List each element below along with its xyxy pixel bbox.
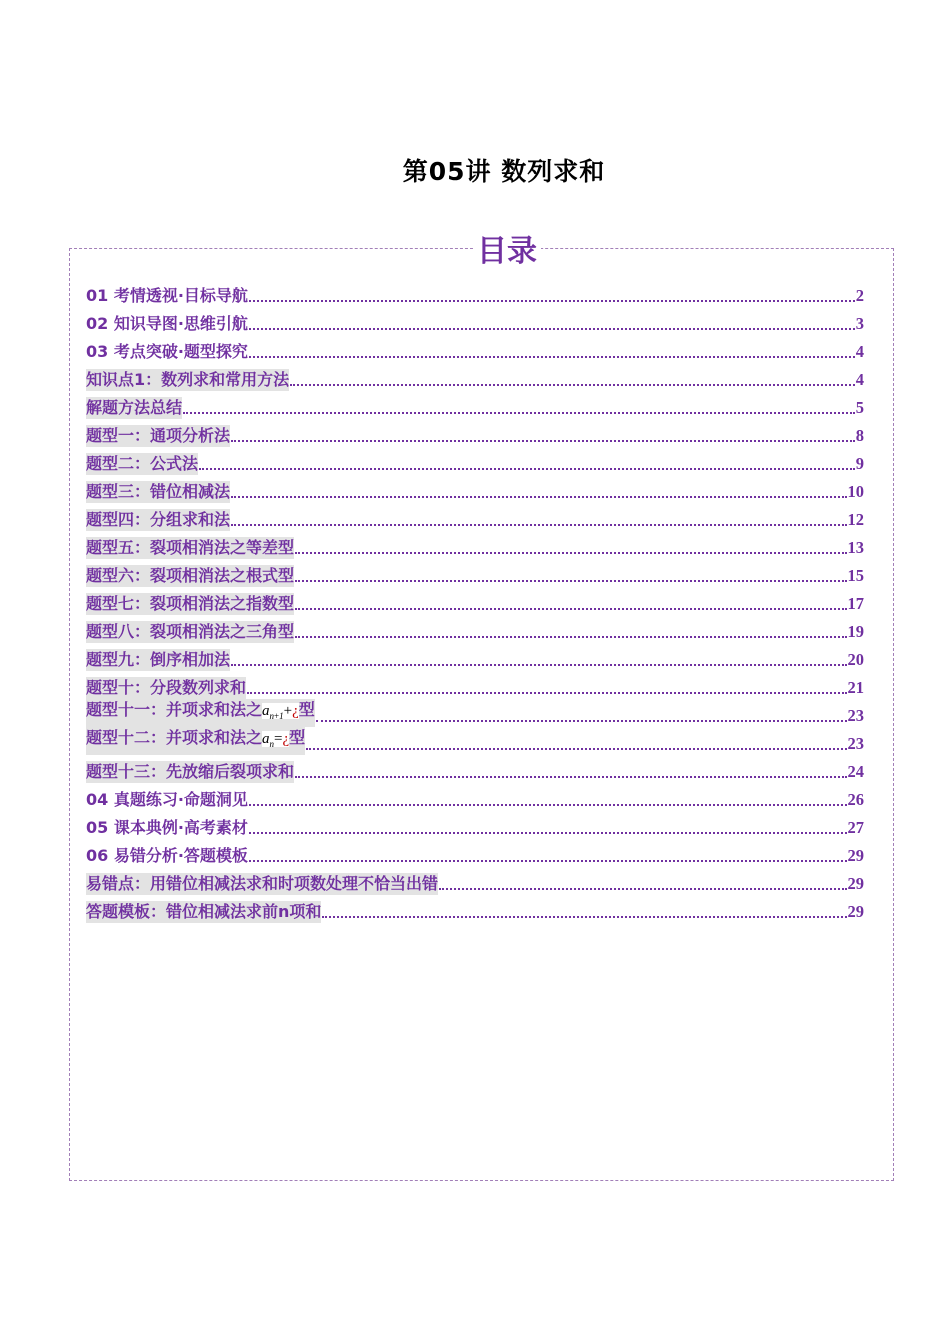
toc-entry-label: 题型三：错位相减法 bbox=[86, 482, 231, 501]
toc-entry-label: 题型十：分段数列求和 bbox=[86, 678, 247, 697]
toc-entry[interactable] bbox=[86, 279, 864, 307]
toc-entry-page: 21 bbox=[847, 678, 864, 697]
toc-list bbox=[86, 279, 864, 923]
toc-leader bbox=[247, 692, 846, 694]
toc-entry[interactable] bbox=[86, 643, 864, 671]
toc-entry-page: 8 bbox=[855, 426, 864, 445]
toc-entry-page: 26 bbox=[847, 790, 864, 809]
toc-entry[interactable] bbox=[86, 447, 864, 475]
toc-entry-page: 15 bbox=[847, 566, 864, 585]
toc-entry-page: 29 bbox=[847, 846, 864, 865]
toc-entry[interactable] bbox=[86, 475, 864, 503]
toc-entry-page: 24 bbox=[847, 762, 864, 781]
toc-entry-label: 答题模板：错位相减法求前n项和 bbox=[86, 902, 322, 921]
toc-leader bbox=[249, 356, 855, 358]
toc-entry-label-prefix: 题型十二：并项求和法之 bbox=[86, 728, 263, 747]
toc-leader bbox=[439, 888, 846, 890]
toc-entry-label: 知识点1：数列求和常用方法 bbox=[86, 370, 290, 389]
toc-entry-page: 23 bbox=[847, 706, 864, 725]
toc-leader bbox=[249, 832, 847, 834]
toc-entry-page: 3 bbox=[855, 314, 864, 333]
toc-entry[interactable] bbox=[86, 363, 864, 391]
toc-leader bbox=[295, 776, 846, 778]
toc-leader bbox=[231, 440, 855, 442]
toc-entry[interactable] bbox=[86, 587, 864, 615]
toc-entry-label: 题型九：倒序相加法 bbox=[86, 650, 231, 669]
toc-entry-label: 04 真题练习·命题洞见 bbox=[86, 790, 248, 809]
toc-entry-page: 23 bbox=[847, 734, 864, 753]
toc-entry-page: 9 bbox=[855, 454, 864, 473]
toc-entry-label: 06 易错分析·答题模板 bbox=[86, 846, 248, 865]
document-title: 第05讲 数列求和 bbox=[402, 157, 606, 186]
toc-leader bbox=[295, 636, 846, 638]
toc-entry[interactable] bbox=[86, 391, 864, 419]
toc-entry-label: 解题方法总结 bbox=[86, 398, 183, 417]
toc-entry-page: 19 bbox=[847, 622, 864, 641]
toc-entry[interactable] bbox=[86, 895, 864, 923]
toc-entry-page: 29 bbox=[847, 902, 864, 921]
toc-entry-page: 2 bbox=[855, 286, 864, 305]
toc-entry-page: 17 bbox=[847, 594, 864, 613]
toc-heading bbox=[0, 234, 950, 270]
toc-leader bbox=[249, 328, 855, 330]
toc-leader bbox=[316, 720, 847, 722]
toc-entry-page: 20 bbox=[847, 650, 864, 669]
toc-leader bbox=[290, 384, 855, 386]
toc-leader bbox=[249, 860, 847, 862]
toc-entry-page: 4 bbox=[855, 370, 864, 389]
toc-leader bbox=[249, 804, 847, 806]
toc-entry-label: 题型四：分组求和法 bbox=[86, 510, 231, 529]
toc-leader bbox=[249, 300, 855, 302]
toc-entry-label: 01 考情透视·目标导航 bbox=[86, 286, 248, 305]
toc-leader bbox=[183, 412, 855, 414]
toc-leader bbox=[295, 608, 846, 610]
toc-entry[interactable] bbox=[86, 755, 864, 783]
toc-entry[interactable] bbox=[86, 307, 864, 335]
toc-entry-page: 5 bbox=[855, 398, 864, 417]
toc-leader bbox=[322, 916, 846, 918]
toc-entry[interactable] bbox=[86, 811, 864, 839]
toc-entry-page: 29 bbox=[847, 874, 864, 893]
toc-leader bbox=[199, 468, 855, 470]
toc-entry-page: 13 bbox=[847, 538, 864, 557]
toc-entry[interactable] bbox=[86, 727, 864, 755]
toc-entry[interactable] bbox=[86, 783, 864, 811]
toc-entry[interactable] bbox=[86, 419, 864, 447]
toc-entry[interactable] bbox=[86, 867, 864, 895]
toc-entry-label: 题型二：公式法 bbox=[86, 454, 199, 473]
toc-leader bbox=[231, 496, 846, 498]
toc-entry[interactable] bbox=[86, 839, 864, 867]
toc-entry-label: 题型十三：先放缩后裂项求和 bbox=[86, 762, 295, 781]
toc-entry-page: 10 bbox=[847, 482, 864, 501]
toc-entry-label: 题型八：裂项相消法之三角型 bbox=[86, 622, 295, 641]
toc-leader bbox=[231, 524, 846, 526]
toc-entry-label: 题型五：裂项相消法之等差型 bbox=[86, 538, 295, 557]
toc-leader bbox=[295, 580, 846, 582]
toc-entry-label: 题型七：裂项相消法之指数型 bbox=[86, 594, 295, 613]
toc-entry[interactable] bbox=[86, 699, 864, 727]
toc-entry-label: 题型六：裂项相消法之根式型 bbox=[86, 566, 295, 585]
toc-heading-text: 目录 bbox=[473, 234, 541, 269]
toc-entry-label-suffix: 型 bbox=[298, 700, 315, 719]
toc-entry-label: 03 考点突破·题型探究 bbox=[86, 342, 248, 361]
toc-leader bbox=[231, 664, 846, 666]
toc-entry[interactable] bbox=[86, 615, 864, 643]
toc-entry[interactable] bbox=[86, 335, 864, 363]
math-formula: $a_n=¿$ bbox=[262, 731, 290, 749]
toc-entry-page: 12 bbox=[847, 510, 864, 529]
toc-leader bbox=[306, 748, 846, 750]
toc-entry[interactable] bbox=[86, 671, 864, 699]
toc-entry-page: 4 bbox=[855, 342, 864, 361]
math-formula: $a_{n+1}+¿$ bbox=[262, 703, 299, 721]
toc-leader bbox=[295, 552, 846, 554]
toc-entry-page: 27 bbox=[847, 818, 864, 837]
toc-entry-label: 02 知识导图·思维引航 bbox=[86, 314, 248, 333]
toc-entry-label-suffix: 型 bbox=[289, 728, 306, 747]
toc-entry-label: 05 课本典例·高考素材 bbox=[86, 818, 248, 837]
toc-entry-label: 题型一：通项分析法 bbox=[86, 426, 231, 445]
toc-entry[interactable] bbox=[86, 531, 864, 559]
toc-entry-label-prefix: 题型十一：并项求和法之 bbox=[86, 700, 263, 719]
toc-entry[interactable] bbox=[86, 559, 864, 587]
toc-entry[interactable] bbox=[86, 503, 864, 531]
toc-entry-label bbox=[86, 699, 315, 727]
toc-entry-label: 易错点：用错位相减法求和时项数处理不恰当出错 bbox=[86, 874, 439, 893]
toc-entry-label bbox=[86, 727, 305, 755]
